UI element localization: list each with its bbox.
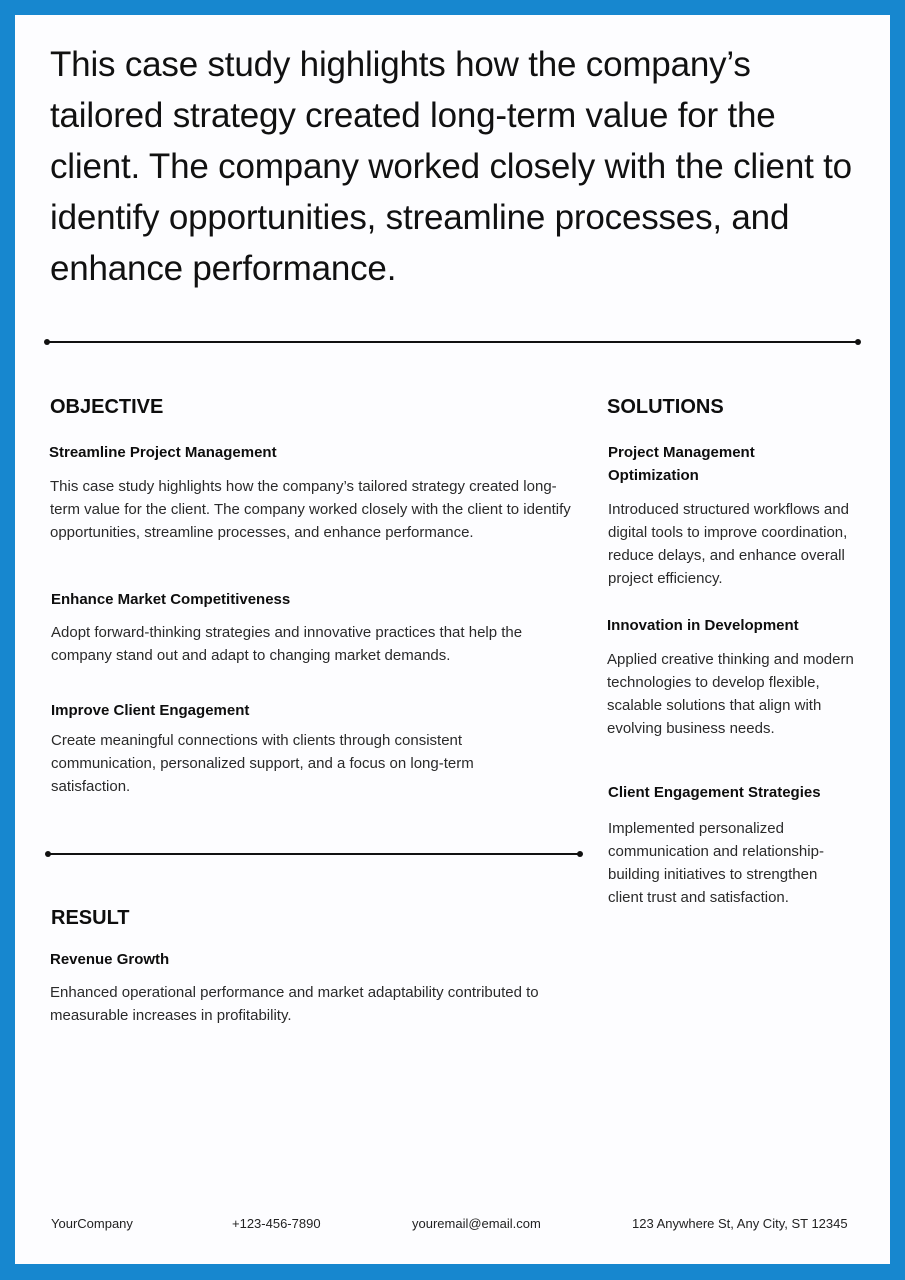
objective-item-body: This case study highlights how the company’s tailored strategy created long-term value for the client. The company worked closely with the client to identify opportunities, streamline processes, and enhance performance. — [50, 478, 571, 541]
footer-address: 123 Anywhere St, Any City, ST 12345 — [632, 1216, 848, 1231]
footer-email[interactable]: youremail@email.com — [412, 1216, 541, 1231]
solutions-item-title: Innovation in Development — [607, 617, 799, 634]
objective-item-body: Create meaningful connections with clients through consistent communication, personalized support, and a focus on long-term satisfaction. — [51, 732, 474, 795]
document-page — [15, 15, 890, 1264]
solutions-heading: SOLUTIONS — [607, 396, 724, 418]
top-divider — [47, 341, 858, 343]
objective-item-title: Improve Client Engagement — [51, 702, 250, 719]
result-heading: RESULT — [51, 907, 130, 929]
result-item-title: Revenue Growth — [50, 951, 170, 968]
solutions-item-body: Applied creative thinking and modern technologies to develop flexible, scalable solutions that align with evolving business needs. — [607, 651, 854, 737]
footer-company: YourCompany — [51, 1216, 133, 1231]
footer-phone[interactable]: +123-456-7890 — [232, 1216, 321, 1231]
objective-item-title: Enhance Market Competitiveness — [51, 591, 291, 608]
objective-item-body: Adopt forward-thinking strategies and innovative practices that help the company stand out and adapt to changing market demands. — [51, 624, 523, 664]
result-divider — [48, 853, 580, 855]
solutions-item-body: Introduced structured workflows and digital tools to improve coordination, reduce delays, and enhance overall project efficiency. — [608, 501, 849, 587]
result-item-body: Enhanced operational performance and market adaptability contributed to measurable increases in profitability. — [50, 984, 539, 1024]
intro-paragraph: This case study highlights how the company’s tailored strategy created long-term value for the client. The company worked closely with the client to identify opportunities, streamline processes, and enhance performance. — [50, 45, 852, 288]
objective-item-title: Streamline Project Management — [49, 444, 277, 461]
solutions-item-title: Client Engagement Strategies — [608, 784, 821, 801]
solutions-item-body: Implemented personalized communication and relationship-building initiatives to strengthen client trust and satisfaction. — [608, 820, 824, 906]
solutions-item-title: Project Management Optimization — [608, 444, 755, 484]
objective-heading: OBJECTIVE — [50, 396, 164, 418]
